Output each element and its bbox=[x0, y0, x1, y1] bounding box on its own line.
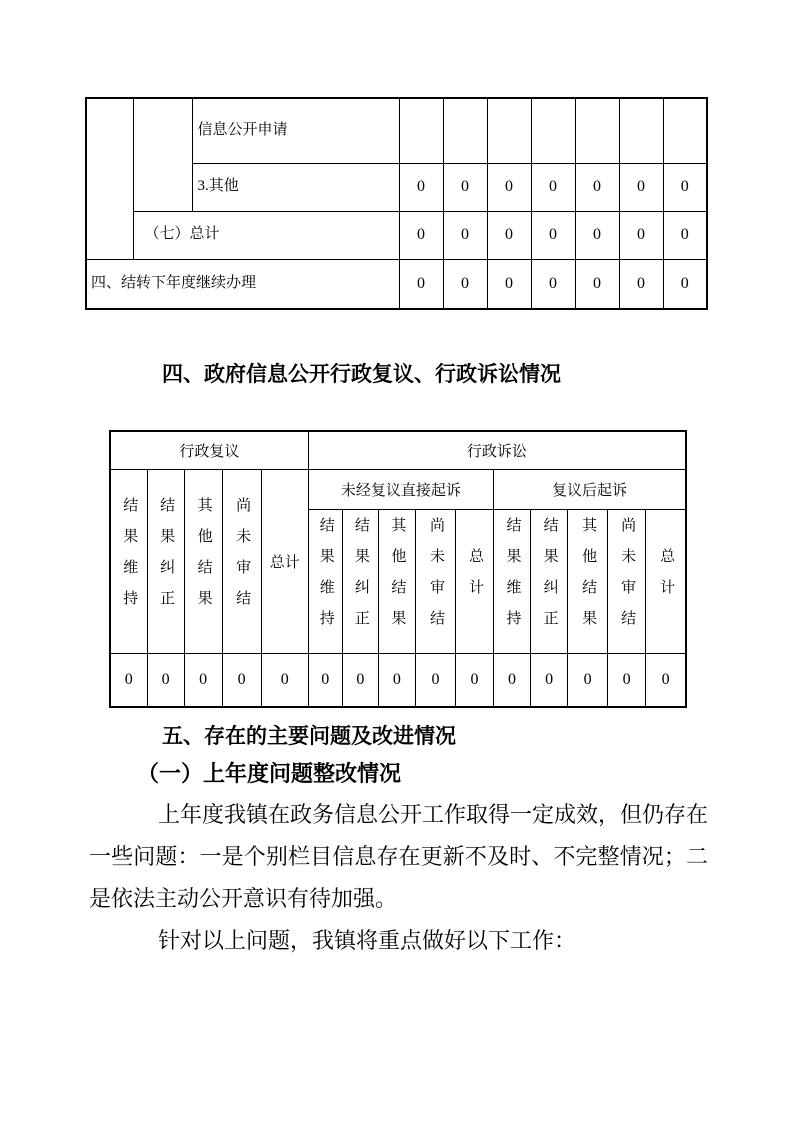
paragraph-measures-intro: 针对以上问题，我镇将重点做好以下工作： bbox=[158, 928, 577, 953]
col-header-after-pending bbox=[608, 509, 646, 653]
col-header-review-corrected bbox=[147, 469, 184, 653]
vertical-text: 尚未审结 bbox=[234, 496, 251, 621]
col-header-review-upheld bbox=[110, 469, 147, 653]
value-cell: 0 bbox=[487, 211, 531, 259]
col-header-after-upheld bbox=[494, 509, 531, 653]
col-header-direct-upheld bbox=[308, 509, 342, 653]
row-label-total: （七）总计 bbox=[133, 211, 399, 259]
empty-cell bbox=[663, 98, 707, 163]
subgroup-header-after-review-suit: 复议后起诉 bbox=[494, 469, 686, 509]
col-header-review-other bbox=[184, 469, 222, 653]
vertical-text: 结果维持 bbox=[504, 516, 521, 641]
value-cell: 0 bbox=[455, 653, 493, 707]
spanner-cell-left bbox=[86, 98, 133, 259]
value-cell: 0 bbox=[399, 163, 443, 211]
table-row bbox=[110, 653, 686, 707]
row-label-other: 3.其他 bbox=[192, 163, 399, 211]
section-heading-4: 四、政府信息公开行政复议、行政诉讼情况 bbox=[162, 363, 561, 386]
col-header-review-pending bbox=[222, 469, 261, 653]
subsection-heading-rectification: （一）上年度问题整改情况 bbox=[137, 761, 402, 786]
value-cell: 0 bbox=[415, 653, 455, 707]
value-cell: 0 bbox=[619, 211, 663, 259]
table-row bbox=[110, 469, 686, 509]
group-header-review: 行政复议 bbox=[110, 431, 308, 469]
empty-cell bbox=[575, 98, 619, 163]
row-label-info-request: 信息公开申请 bbox=[192, 98, 399, 163]
value-cell: 0 bbox=[487, 163, 531, 211]
vertical-text: 结果纠正 bbox=[541, 516, 558, 641]
table-row bbox=[86, 98, 707, 163]
value-cell: 0 bbox=[646, 653, 686, 707]
value-cell: 0 bbox=[575, 163, 619, 211]
value-cell: 0 bbox=[378, 653, 415, 707]
subgroup-header-direct-suit: 未经复议直接起诉 bbox=[308, 469, 493, 509]
vertical-text: 结果纠正 bbox=[158, 496, 175, 621]
empty-cell bbox=[619, 98, 663, 163]
col-header-review-total: 总计 bbox=[261, 469, 308, 653]
table-row bbox=[110, 431, 686, 469]
value-cell: 0 bbox=[494, 653, 531, 707]
vertical-text: 总计 bbox=[466, 547, 483, 610]
body-text bbox=[89, 794, 708, 962]
value-cell: 0 bbox=[308, 653, 342, 707]
value-cell: 0 bbox=[568, 653, 608, 707]
col-header-after-other bbox=[568, 509, 608, 653]
value-cell: 0 bbox=[184, 653, 222, 707]
value-cell: 0 bbox=[531, 163, 575, 211]
table-row bbox=[86, 259, 707, 309]
paragraph-problems: 上年度我镇在政务信息公开工作取得一定成效，但仍存在一些问题：一是个别栏目信息存在更新不及时、不完整情况；二是依法主动公开意识有待加强。 bbox=[89, 802, 709, 911]
vertical-text: 其他结果 bbox=[580, 516, 597, 641]
empty-cell bbox=[443, 98, 487, 163]
section-heading-5: 五、存在的主要问题及改进情况 bbox=[162, 725, 456, 748]
group-header-litigation: 行政诉讼 bbox=[308, 431, 686, 469]
vertical-text: 结果纠正 bbox=[352, 516, 369, 641]
vertical-text: 其他结果 bbox=[389, 516, 406, 641]
value-cell: 0 bbox=[443, 259, 487, 309]
vertical-text: 结果维持 bbox=[317, 516, 334, 641]
value-cell: 0 bbox=[399, 259, 443, 309]
col-header-direct-corrected bbox=[342, 509, 378, 653]
vertical-text: 总计 bbox=[658, 547, 675, 610]
value-cell: 0 bbox=[531, 211, 575, 259]
value-cell: 0 bbox=[147, 653, 184, 707]
value-cell: 0 bbox=[619, 259, 663, 309]
value-cell: 0 bbox=[531, 259, 575, 309]
spanner-cell-mid bbox=[133, 98, 192, 211]
review-litigation-table bbox=[109, 430, 687, 708]
value-cell: 0 bbox=[487, 259, 531, 309]
vertical-text: 尚未审结 bbox=[427, 516, 444, 641]
value-cell: 0 bbox=[342, 653, 378, 707]
value-cell: 0 bbox=[399, 211, 443, 259]
col-header-direct-total bbox=[455, 509, 493, 653]
value-cell: 0 bbox=[261, 653, 308, 707]
value-cell: 0 bbox=[110, 653, 147, 707]
value-cell: 0 bbox=[663, 163, 707, 211]
value-cell: 0 bbox=[443, 211, 487, 259]
row-label-carryover: 四、结转下年度继续办理 bbox=[86, 259, 399, 309]
empty-cell bbox=[487, 98, 531, 163]
value-cell: 0 bbox=[531, 653, 568, 707]
value-cell: 0 bbox=[575, 259, 619, 309]
value-cell: 0 bbox=[575, 211, 619, 259]
empty-cell bbox=[531, 98, 575, 163]
vertical-text: 结果维持 bbox=[121, 496, 138, 621]
value-cell: 0 bbox=[608, 653, 646, 707]
table-row bbox=[86, 211, 707, 259]
col-header-after-corrected bbox=[531, 509, 568, 653]
value-cell: 0 bbox=[443, 163, 487, 211]
col-header-direct-other bbox=[378, 509, 415, 653]
disclosure-application-table bbox=[85, 97, 708, 310]
vertical-text: 尚未审结 bbox=[619, 516, 636, 641]
empty-cell bbox=[399, 98, 443, 163]
value-cell: 0 bbox=[663, 211, 707, 259]
value-cell: 0 bbox=[663, 259, 707, 309]
value-cell: 0 bbox=[222, 653, 261, 707]
vertical-text: 其他结果 bbox=[195, 496, 212, 621]
value-cell: 0 bbox=[619, 163, 663, 211]
col-header-after-total bbox=[646, 509, 686, 653]
col-header-direct-pending bbox=[415, 509, 455, 653]
